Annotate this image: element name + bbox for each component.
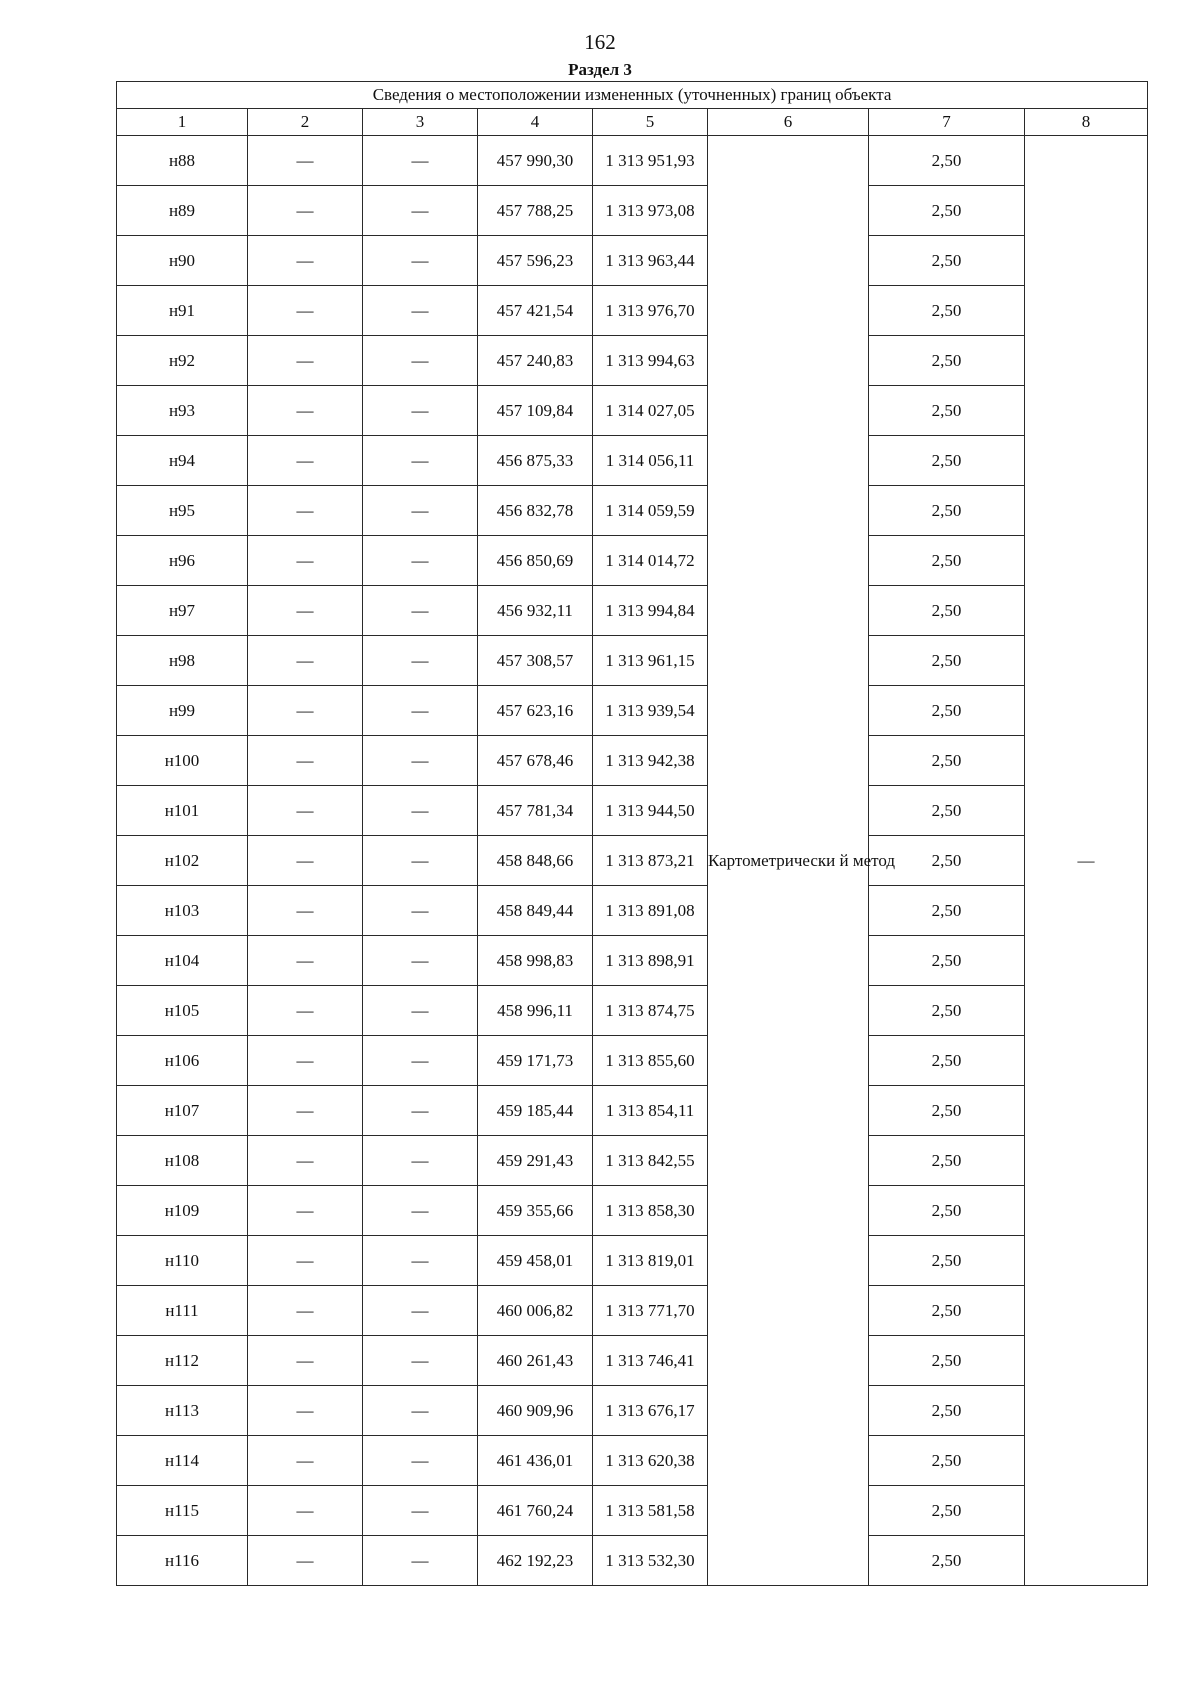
point-cell: н104	[117, 936, 248, 986]
y-coordinate-cell: 1 314 056,11	[593, 436, 708, 486]
column-3-cell: —	[363, 1536, 478, 1586]
point-cell: н113	[117, 1386, 248, 1436]
y-coordinate-cell: 1 313 973,08	[593, 186, 708, 236]
column-2-cell: —	[248, 636, 363, 686]
precision-cell: 2,50	[869, 686, 1025, 736]
column-2-cell: —	[248, 186, 363, 236]
precision-cell: 2,50	[869, 1336, 1025, 1386]
y-coordinate-cell: 1 313 746,41	[593, 1336, 708, 1386]
y-coordinate-cell: 1 313 961,15	[593, 636, 708, 686]
y-coordinate-cell: 1 313 819,01	[593, 1236, 708, 1286]
point-cell: н115	[117, 1486, 248, 1536]
column-number: 4	[478, 109, 593, 136]
table-row	[117, 136, 1148, 186]
column-3-cell: —	[363, 286, 478, 336]
column-number: 5	[593, 109, 708, 136]
column-3-cell: —	[363, 1486, 478, 1536]
table-row	[117, 1336, 1148, 1386]
y-coordinate-cell: 1 313 891,08	[593, 886, 708, 936]
precision-cell: 2,50	[869, 736, 1025, 786]
point-cell: н114	[117, 1436, 248, 1486]
y-coordinate-cell: 1 313 858,30	[593, 1186, 708, 1236]
point-cell: н109	[117, 1186, 248, 1236]
column-3-cell: —	[363, 1086, 478, 1136]
x-coordinate-cell: 458 998,83	[478, 936, 593, 986]
point-cell: н89	[117, 186, 248, 236]
point-cell: н99	[117, 686, 248, 736]
y-coordinate-cell: 1 313 976,70	[593, 286, 708, 336]
x-coordinate-cell: 457 596,23	[478, 236, 593, 286]
column-3-cell: —	[363, 786, 478, 836]
table-row	[117, 1286, 1148, 1336]
table-row	[117, 1086, 1148, 1136]
precision-cell: 2,50	[869, 1286, 1025, 1336]
column-3-cell: —	[363, 1286, 478, 1336]
column-3-cell: —	[363, 1236, 478, 1286]
table-row	[117, 1136, 1148, 1186]
precision-cell: 2,50	[869, 1536, 1025, 1586]
y-coordinate-cell: 1 313 874,75	[593, 986, 708, 1036]
column-3-cell: —	[363, 986, 478, 1036]
precision-cell: 2,50	[869, 486, 1025, 536]
column-2-cell: —	[248, 236, 363, 286]
y-coordinate-cell: 1 314 014,72	[593, 536, 708, 586]
column-3-cell: —	[363, 686, 478, 736]
column-3-cell: —	[363, 886, 478, 936]
precision-cell: 2,50	[869, 1436, 1025, 1486]
table-row	[117, 536, 1148, 586]
column-2-cell: —	[248, 1136, 363, 1186]
column-2-cell: —	[248, 536, 363, 586]
table-row	[117, 186, 1148, 236]
precision-cell: 2,50	[869, 336, 1025, 386]
column-3-cell: —	[363, 1336, 478, 1386]
x-coordinate-cell: 459 185,44	[478, 1086, 593, 1136]
x-coordinate-cell: 458 848,66	[478, 836, 593, 886]
table-row	[117, 336, 1148, 386]
table-row	[117, 436, 1148, 486]
column-2-cell: —	[248, 1536, 363, 1586]
precision-cell: 2,50	[869, 386, 1025, 436]
table-row	[117, 736, 1148, 786]
table-body	[117, 136, 1148, 1586]
precision-cell: 2,50	[869, 286, 1025, 336]
y-coordinate-cell: 1 313 771,70	[593, 1286, 708, 1336]
column-2-cell: —	[248, 886, 363, 936]
x-coordinate-cell: 456 850,69	[478, 536, 593, 586]
table-row	[117, 1536, 1148, 1586]
column-2-cell: —	[248, 436, 363, 486]
column-2-cell: —	[248, 1486, 363, 1536]
table-row	[117, 1036, 1148, 1086]
x-coordinate-cell: 459 291,43	[478, 1136, 593, 1186]
precision-cell: 2,50	[869, 636, 1025, 686]
point-cell: н98	[117, 636, 248, 686]
table-row	[117, 1186, 1148, 1236]
y-coordinate-cell: 1 314 027,05	[593, 386, 708, 436]
precision-cell: 2,50	[869, 1186, 1025, 1236]
table-caption: Сведения о местоположении измененных (уточненных) границ объекта	[117, 82, 1148, 109]
x-coordinate-cell: 459 355,66	[478, 1186, 593, 1236]
column-2-cell: —	[248, 386, 363, 436]
column-2-cell: —	[248, 1186, 363, 1236]
precision-cell: 2,50	[869, 536, 1025, 586]
x-coordinate-cell: 457 308,57	[478, 636, 593, 686]
precision-cell: 2,50	[869, 986, 1025, 1036]
column-3-cell: —	[363, 1186, 478, 1236]
column-3-cell: —	[363, 1386, 478, 1436]
precision-cell: 2,50	[869, 1136, 1025, 1186]
section-title: Раздел 3	[568, 60, 632, 79]
point-cell: н103	[117, 886, 248, 936]
column-number: 3	[363, 109, 478, 136]
coordinates-table	[116, 81, 1148, 1586]
point-cell: н93	[117, 386, 248, 436]
y-coordinate-cell: 1 313 873,21	[593, 836, 708, 886]
column-3-cell: —	[363, 536, 478, 586]
column-3-cell: —	[363, 836, 478, 886]
y-coordinate-cell: 1 314 059,59	[593, 486, 708, 536]
x-coordinate-cell: 460 006,82	[478, 1286, 593, 1336]
x-coordinate-cell: 456 832,78	[478, 486, 593, 536]
y-coordinate-cell: 1 313 532,30	[593, 1536, 708, 1586]
column-2-cell: —	[248, 736, 363, 786]
column-2-cell: —	[248, 1086, 363, 1136]
precision-cell: 2,50	[869, 436, 1025, 486]
column-3-cell: —	[363, 636, 478, 686]
column-3-cell: —	[363, 1436, 478, 1486]
column-2-cell: —	[248, 836, 363, 886]
table-row	[117, 986, 1148, 1036]
precision-cell: 2,50	[869, 236, 1025, 286]
table-row	[117, 586, 1148, 636]
column-2-cell: —	[248, 936, 363, 986]
point-cell: н95	[117, 486, 248, 536]
x-coordinate-cell: 462 192,23	[478, 1536, 593, 1586]
column-2-cell: —	[248, 1036, 363, 1086]
x-coordinate-cell: 457 421,54	[478, 286, 593, 336]
column-number: 8	[1025, 109, 1148, 136]
table-row	[117, 686, 1148, 736]
column-2-cell: —	[248, 1336, 363, 1386]
table-row	[117, 836, 1148, 886]
table-row	[117, 1386, 1148, 1436]
precision-cell: 2,50	[869, 1036, 1025, 1086]
x-coordinate-cell: 459 458,01	[478, 1236, 593, 1286]
column-number: 2	[248, 109, 363, 136]
table-row	[117, 636, 1148, 686]
column-3-cell: —	[363, 336, 478, 386]
column-2-cell: —	[248, 336, 363, 386]
column-8-cell: —	[1025, 136, 1148, 1586]
x-coordinate-cell: 457 109,84	[478, 386, 593, 436]
point-cell: н111	[117, 1286, 248, 1336]
table-row	[117, 1236, 1148, 1286]
x-coordinate-cell: 457 623,16	[478, 686, 593, 736]
precision-cell: 2,50	[869, 1386, 1025, 1436]
point-cell: н94	[117, 436, 248, 486]
precision-cell: 2,50	[869, 1086, 1025, 1136]
point-cell: н88	[117, 136, 248, 186]
table-row	[117, 1436, 1148, 1486]
column-3-cell: —	[363, 486, 478, 536]
x-coordinate-cell: 459 171,73	[478, 1036, 593, 1086]
precision-cell: 2,50	[869, 886, 1025, 936]
column-2-cell: —	[248, 986, 363, 1036]
column-2-cell: —	[248, 1386, 363, 1436]
column-number-row	[117, 109, 1148, 136]
x-coordinate-cell: 461 760,24	[478, 1486, 593, 1536]
point-cell: н97	[117, 586, 248, 636]
x-coordinate-cell: 460 909,96	[478, 1386, 593, 1436]
column-2-cell: —	[248, 786, 363, 836]
y-coordinate-cell: 1 313 963,44	[593, 236, 708, 286]
x-coordinate-cell: 458 849,44	[478, 886, 593, 936]
column-3-cell: —	[363, 1036, 478, 1086]
x-coordinate-cell: 458 996,11	[478, 986, 593, 1036]
table-row	[117, 236, 1148, 286]
column-2-cell: —	[248, 686, 363, 736]
method-cell: Картометрически й метод	[708, 136, 869, 1586]
column-number: 7	[869, 109, 1025, 136]
y-coordinate-cell: 1 313 581,58	[593, 1486, 708, 1536]
precision-cell: 2,50	[869, 136, 1025, 186]
column-2-cell: —	[248, 1286, 363, 1336]
point-cell: н101	[117, 786, 248, 836]
column-2-cell: —	[248, 1436, 363, 1486]
table-row	[117, 386, 1148, 436]
y-coordinate-cell: 1 313 944,50	[593, 786, 708, 836]
precision-cell: 2,50	[869, 1486, 1025, 1536]
table-row	[117, 486, 1148, 536]
table-row	[117, 886, 1148, 936]
x-coordinate-cell: 457 788,25	[478, 186, 593, 236]
y-coordinate-cell: 1 313 842,55	[593, 1136, 708, 1186]
y-coordinate-cell: 1 313 854,11	[593, 1086, 708, 1136]
x-coordinate-cell: 457 781,34	[478, 786, 593, 836]
column-2-cell: —	[248, 286, 363, 336]
column-3-cell: —	[363, 436, 478, 486]
y-coordinate-cell: 1 313 994,84	[593, 586, 708, 636]
point-cell: н91	[117, 286, 248, 336]
point-cell: н90	[117, 236, 248, 286]
precision-cell: 2,50	[869, 186, 1025, 236]
y-coordinate-cell: 1 313 942,38	[593, 736, 708, 786]
column-3-cell: —	[363, 236, 478, 286]
point-cell: н107	[117, 1086, 248, 1136]
precision-cell: 2,50	[869, 786, 1025, 836]
x-coordinate-cell: 457 678,46	[478, 736, 593, 786]
column-2-cell: —	[248, 486, 363, 536]
y-coordinate-cell: 1 313 994,63	[593, 336, 708, 386]
x-coordinate-cell: 461 436,01	[478, 1436, 593, 1486]
table-row	[117, 286, 1148, 336]
column-3-cell: —	[363, 186, 478, 236]
column-2-cell: —	[248, 586, 363, 636]
column-2-cell: —	[248, 136, 363, 186]
y-coordinate-cell: 1 313 855,60	[593, 1036, 708, 1086]
x-coordinate-cell: 456 875,33	[478, 436, 593, 486]
x-coordinate-cell: 456 932,11	[478, 586, 593, 636]
column-3-cell: —	[363, 736, 478, 786]
x-coordinate-cell: 457 990,30	[478, 136, 593, 186]
table-row	[117, 786, 1148, 836]
column-3-cell: —	[363, 936, 478, 986]
column-number: 1	[117, 109, 248, 136]
point-cell: н108	[117, 1136, 248, 1186]
precision-cell: 2,50	[869, 1236, 1025, 1286]
page-number: 162	[584, 30, 616, 54]
x-coordinate-cell: 457 240,83	[478, 336, 593, 386]
column-3-cell: —	[363, 136, 478, 186]
y-coordinate-cell: 1 313 676,17	[593, 1386, 708, 1436]
table-row	[117, 1486, 1148, 1536]
column-3-cell: —	[363, 1136, 478, 1186]
column-2-cell: —	[248, 1236, 363, 1286]
column-3-cell: —	[363, 386, 478, 436]
table-row	[117, 936, 1148, 986]
point-cell: н106	[117, 1036, 248, 1086]
point-cell: н105	[117, 986, 248, 1036]
point-cell: н112	[117, 1336, 248, 1386]
y-coordinate-cell: 1 313 620,38	[593, 1436, 708, 1486]
point-cell: н102	[117, 836, 248, 886]
y-coordinate-cell: 1 313 951,93	[593, 136, 708, 186]
y-coordinate-cell: 1 313 939,54	[593, 686, 708, 736]
y-coordinate-cell: 1 313 898,91	[593, 936, 708, 986]
point-cell: н96	[117, 536, 248, 586]
precision-cell: 2,50	[869, 936, 1025, 986]
point-cell: н116	[117, 1536, 248, 1586]
point-cell: н110	[117, 1236, 248, 1286]
column-3-cell: —	[363, 586, 478, 636]
precision-cell: 2,50	[869, 586, 1025, 636]
precision-cell: 2,50	[869, 836, 1025, 886]
point-cell: н92	[117, 336, 248, 386]
point-cell: н100	[117, 736, 248, 786]
x-coordinate-cell: 460 261,43	[478, 1336, 593, 1386]
column-number: 6	[708, 109, 869, 136]
